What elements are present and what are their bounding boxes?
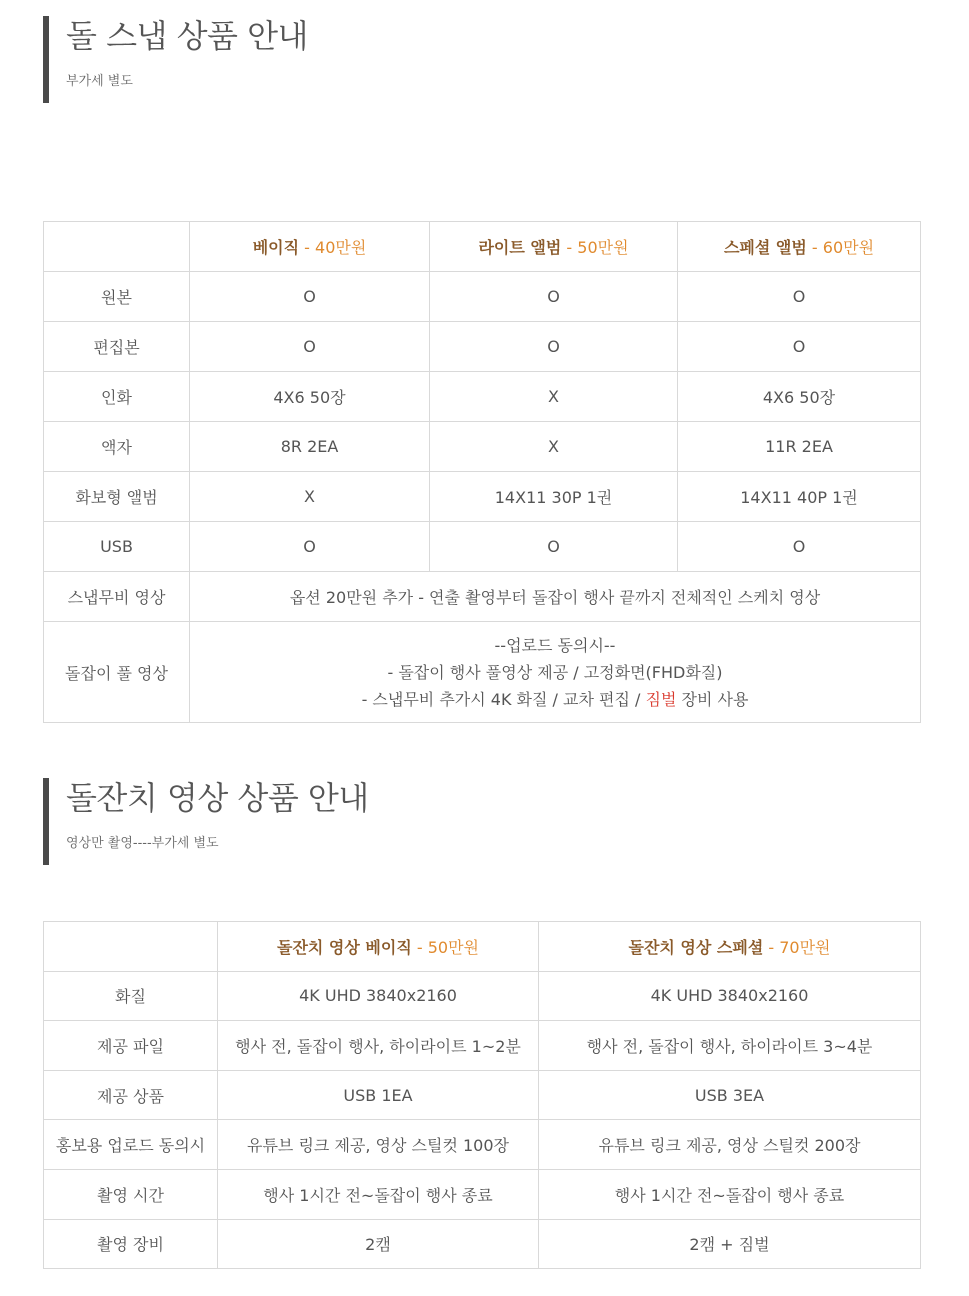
row-label: 홍보용 업로드 동의시 [44,1120,218,1170]
row-label: 스냅무비 영상 [44,572,190,622]
section-header-snap [43,16,308,103]
table-cell: 8R 2EA [190,422,430,472]
gimbal-highlight: 짐벌 [645,689,677,709]
empty-header-cell [44,922,218,972]
header-special-album: 스페셜 앨범 - 60만원 [678,222,921,272]
table-row [44,1021,921,1071]
table-cell: USB 1EA [218,1070,539,1120]
table-cell: USB 3EA [539,1070,921,1120]
row-label: 화질 [44,971,218,1021]
section-subtitle: 부가세 별도 [66,74,133,89]
table-cell: 행사 1시간 전~돌잡이 행사 종료 [218,1169,539,1219]
table-cell: O [678,322,921,372]
row-label: 편집본 [44,322,190,372]
video-product-table [43,921,921,1269]
section-title: 돌 스냅 상품 안내 [66,17,308,55]
table-cell: 2캠 + 짐벌 [539,1219,921,1269]
row-label: 제공 파일 [44,1021,218,1071]
table-row [44,422,921,472]
row-label: 돌잡이 풀 영상 [44,622,190,723]
table-cell: 2캠 [218,1219,539,1269]
header-lite-album: 라이트 앨범 - 50만원 [430,222,678,272]
header-video-special: 돌잔치 영상 스페셜 - 70만원 [539,922,921,972]
row-label: 액자 [44,422,190,472]
table-cell: O [190,272,430,322]
table-cell: 4K UHD 3840x2160 [218,971,539,1021]
table-cell: 유튜브 링크 제공, 영상 스틸컷 200장 [539,1120,921,1170]
section-header-video [43,778,369,865]
row-label: 화보형 앨범 [44,472,190,522]
table-cell: 행사 전, 돌잡이 행사, 하이라이트 3~4분 [539,1021,921,1071]
table-cell: X [190,472,430,522]
section-subtitle: 영상만 촬영----부가세 별도 [66,836,219,851]
table-cell: 14X11 30P 1권 [430,472,678,522]
table-header-row [44,222,921,272]
table-row [44,1219,921,1269]
table-row-snap-movie [44,572,921,622]
table-row [44,372,921,422]
table-cell: 14X11 40P 1권 [678,472,921,522]
table-cell: O [430,272,678,322]
table-row [44,472,921,522]
table-cell: O [430,322,678,372]
row-label: 인화 [44,372,190,422]
row-label: 촬영 장비 [44,1219,218,1269]
table-cell: X [430,422,678,472]
table-row [44,522,921,572]
row-label: 제공 상품 [44,1070,218,1120]
table-cell: 유튜브 링크 제공, 영상 스틸컷 100장 [218,1120,539,1170]
table-cell: 4X6 50장 [678,372,921,422]
full-video-line: --업로드 동의시-- [494,635,616,655]
snap-product-table [43,221,921,723]
table-row [44,322,921,372]
table-header-row [44,922,921,972]
header-video-basic: 돌잔치 영상 베이직 - 50만원 [218,922,539,972]
table-cell: 4X6 50장 [190,372,430,422]
table-cell: O [190,322,430,372]
table-row [44,272,921,322]
full-video-details [190,622,921,723]
snap-movie-text: 옵션 20만원 추가 - 연출 촬영부터 돌잡이 행사 끝까지 전체적인 스케치 영상 [190,572,921,622]
table-row [44,1169,921,1219]
section-title: 돌잔치 영상 상품 안내 [66,779,369,817]
full-video-line: - 돌잡이 행사 풀영상 제공 / 고정화면(FHD화질) [387,662,723,682]
table-cell: 4K UHD 3840x2160 [539,971,921,1021]
table-row [44,1120,921,1170]
table-row-full-video [44,622,921,723]
table-cell: O [430,522,678,572]
table-cell: O [190,522,430,572]
empty-header-cell [44,222,190,272]
row-label: 촬영 시간 [44,1169,218,1219]
table-cell: 11R 2EA [678,422,921,472]
row-label: 원본 [44,272,190,322]
table-cell: 행사 1시간 전~돌잡이 행사 종료 [539,1169,921,1219]
table-cell: O [678,272,921,322]
table-cell: 행사 전, 돌잡이 행사, 하이라이트 1~2분 [218,1021,539,1071]
table-cell: O [678,522,921,572]
header-basic: 베이직 - 40만원 [190,222,430,272]
full-video-line: - 스냅무비 추가시 4K 화질 / 교차 편집 / 짐벌 장비 사용 [361,689,749,709]
table-row [44,1070,921,1120]
row-label: USB [44,522,190,572]
table-cell: X [430,372,678,422]
table-row [44,971,921,1021]
